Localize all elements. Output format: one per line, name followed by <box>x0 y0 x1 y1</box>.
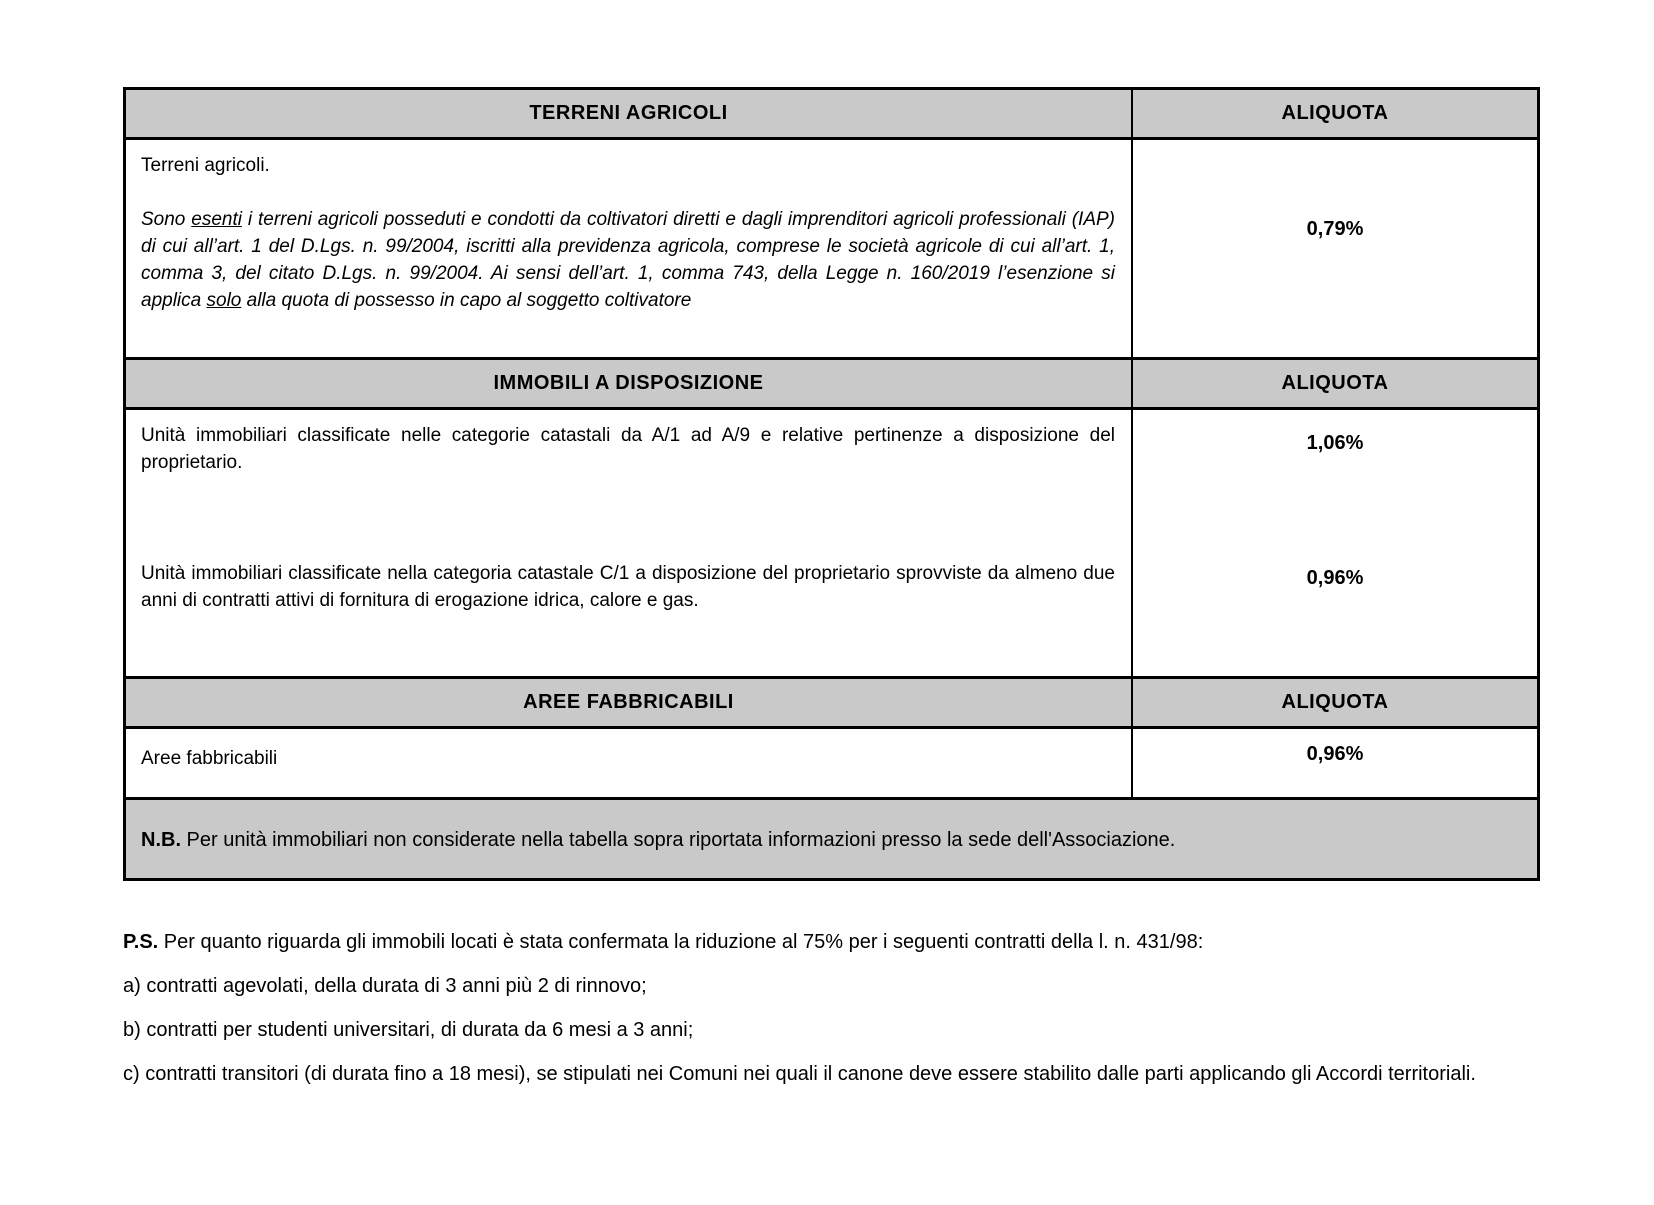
aliquota-value-c1: 0,96% <box>1306 567 1364 589</box>
exempt-seg-1: Sono <box>141 209 192 230</box>
unita-c1-description-cell: Unità immobiliari classificate nella categoria catastale C/1 a disposizione del proprietario sprovviste da almeno due anni di contratti attivi di fornitura di erogazione idrica, calore e gas. <box>126 557 1133 676</box>
ps-text: Per quanto riguarda gli immobili locati è stata confermata la riduzione al 75% per i seguenti contratti della l. n. 431/98: <box>158 931 1204 953</box>
section-title-terreni-agricoli <box>126 90 1133 137</box>
contract-item-a: a) contratti agevolati, della durata di 3 anni più 2 di rinnovo; <box>123 975 647 997</box>
aree-fabbricabili-description-cell: Aree fabbricabili <box>126 729 1133 797</box>
contract-item-c: c) contratti transitori (di durata fino a 18 mesi), se stipulati nei Comuni nei quali il canone deve essere stabilito dalle parti applicando gli Accordi territoriali. <box>123 1063 1476 1085</box>
terreni-agricoli-description-cell <box>126 140 1133 357</box>
aliquota-value-cell-terreni <box>1133 140 1537 357</box>
exempt-seg-2: i terreni agricoli posseduti e condotti da coltivatori diretti e dagli imprenditori agricoli professionali (IAP) di cui all’art. 1 del D.Lgs. n. 99/2004, iscritti alla previdenza agricola, comprese le società agricole di cui all’art. 1, comma 3, del citato D.Lgs. n. 99/2004. Ai sensi dell’art. 1, comma 743, della Legge n. 160/2019 l’esenzione si applica <box>141 209 1115 311</box>
section-title-immobili-a-disposizione <box>126 360 1133 407</box>
aliquota-header-text: ALIQUOTA <box>1281 102 1389 124</box>
unita-a1-a9-description-cell: Unità immobiliari classificate nelle categorie catastali da A/1 ad A/9 e relative pertinenze a disposizione del proprietario. <box>126 410 1133 557</box>
section-title-text: AREE FABBRICABILI <box>523 691 734 713</box>
section-header-aree-fabbricabili <box>126 679 1537 729</box>
aliquota-value-cell-aree <box>1133 729 1537 797</box>
nb-text: Per unità immobiliari non considerate nella tabella sopra riportata informazioni presso la sede dell'Associazione. <box>181 829 1176 851</box>
aliquota-column-header-2 <box>1133 360 1537 407</box>
aliquota-value-a1-a9: 1,06% <box>1306 432 1364 454</box>
contract-item-b: b) contratti per studenti universitari, di durata da 6 mesi a 3 anni; <box>123 1019 694 1041</box>
nb-prefix: N.B. <box>141 829 181 851</box>
row-unita-a1-a9 <box>126 410 1537 557</box>
aliquota-value-cell-c1 <box>1133 557 1537 676</box>
aliquota-column-header-1 <box>1133 90 1537 137</box>
row-unita-c1 <box>126 557 1537 679</box>
aliquota-header-text: ALIQUOTA <box>1281 691 1389 713</box>
aliquota-header-text: ALIQUOTA <box>1281 372 1389 394</box>
exempt-underline-esenti: esenti <box>191 209 242 230</box>
exempt-underline-solo: solo <box>206 290 242 311</box>
aliquota-value-terreni: 0,79% <box>1306 218 1364 240</box>
section-title-text: IMMOBILI A DISPOSIZIONE <box>493 372 764 394</box>
ps-paragraph <box>123 920 1547 964</box>
exempt-seg-3: alla quota di possesso in capo al soggetto coltivatore <box>241 290 692 311</box>
section-title-text: TERRENI AGRICOLI <box>529 102 728 124</box>
aliquota-column-header-3 <box>1133 679 1537 726</box>
aliquota-value-cell-a1-a9 <box>1133 410 1537 557</box>
row-terreni-agricoli <box>126 140 1537 360</box>
aliquote-table <box>123 87 1540 881</box>
section-header-terreni-agricoli <box>126 90 1537 140</box>
footer-notes <box>123 920 1547 1096</box>
terreni-agricoli-intro: Terreni agricoli. <box>141 155 270 176</box>
aliquota-value-aree: 0,96% <box>1306 743 1364 765</box>
section-title-aree-fabbricabili <box>126 679 1133 726</box>
section-header-immobili-a-disposizione <box>126 360 1537 410</box>
row-aree-fabbricabili <box>126 729 1537 800</box>
ps-prefix: P.S. <box>123 931 159 953</box>
nb-note-row <box>126 800 1537 878</box>
terreni-agricoli-exemption-note <box>141 206 1115 314</box>
